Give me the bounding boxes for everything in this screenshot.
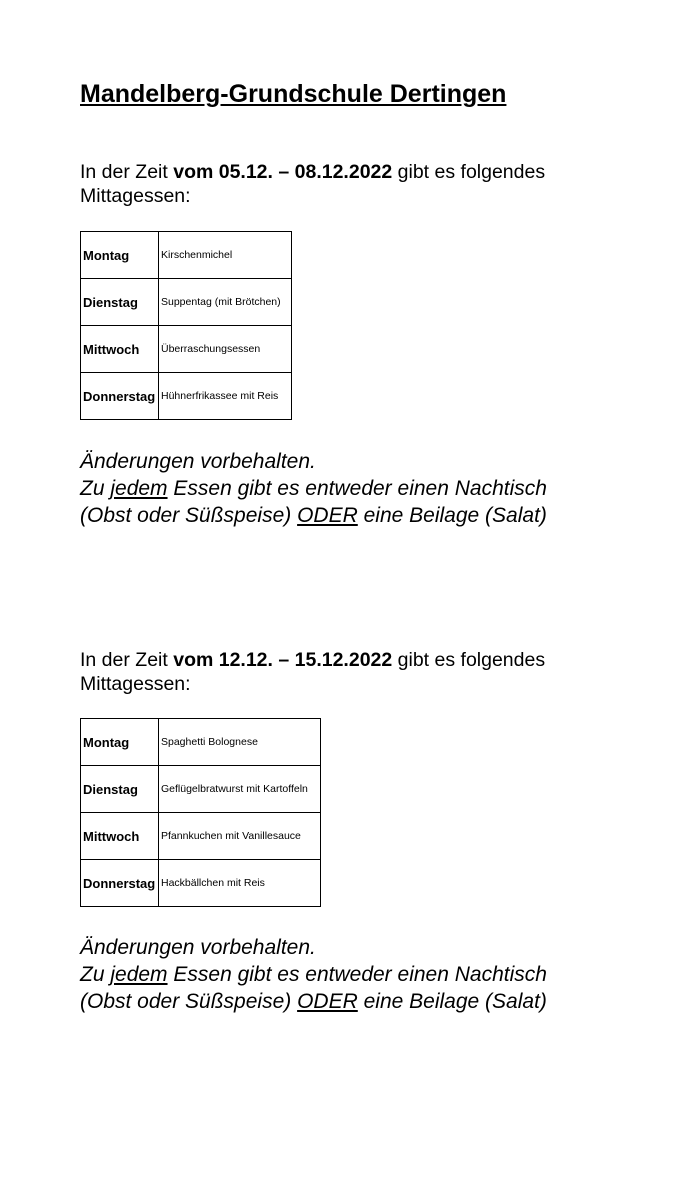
table-row [81, 232, 292, 279]
note-text: (Obst oder Süßspeise) [80, 504, 298, 527]
dish-cell: Geflügelbratwurst mit Kartoffeln [159, 766, 321, 813]
table-row [81, 860, 321, 907]
dish-cell: Pfannkuchen mit Vanillesauce [159, 813, 321, 860]
note-text: Essen gibt es entweder einen Nachtisch [167, 477, 547, 500]
week-2-note [80, 934, 640, 1015]
intro-date-range: vom 05.12. – 08.12.2022 [173, 161, 393, 183]
note-emphasis: ODER [297, 990, 358, 1013]
note-line-1: Änderungen vorbehalten. [80, 936, 316, 959]
note-line-1: Änderungen vorbehalten. [80, 450, 316, 473]
note-text: Zu [80, 963, 111, 986]
table-row [81, 766, 321, 813]
table-row [81, 719, 321, 766]
week-2-intro [80, 648, 620, 696]
dish-cell: Suppentag (mit Brötchen) [159, 279, 292, 326]
note-line-3 [80, 502, 640, 529]
note-line-3 [80, 988, 640, 1015]
table-row [81, 813, 321, 860]
week-1-menu-table [80, 231, 292, 420]
table-row [81, 326, 292, 373]
intro-suffix: gibt es folgendes Mittagessen: [80, 161, 546, 207]
week-2-menu-table [80, 718, 321, 907]
week-1-note [80, 448, 640, 529]
day-cell: Montag [81, 232, 159, 279]
note-emphasis: jedem [110, 963, 168, 986]
dish-cell: Überraschungsessen [159, 326, 292, 373]
note-text: eine Beilage (Salat) [357, 504, 547, 527]
note-text: Zu [80, 477, 111, 500]
dish-cell: Hackbällchen mit Reis [159, 860, 321, 907]
dish-cell: Kirschenmichel [159, 232, 292, 279]
day-cell: Donnerstag [81, 860, 159, 907]
note-emphasis: jedem [110, 477, 168, 500]
day-cell: Mittwoch [81, 326, 159, 373]
intro-prefix: In der Zeit [80, 161, 174, 183]
note-emphasis: ODER [297, 504, 358, 527]
table-row [81, 279, 292, 326]
intro-date-range: vom 12.12. – 15.12.2022 [173, 649, 393, 671]
dish-cell: Hühnerfrikassee mit Reis [159, 373, 292, 420]
day-cell: Donnerstag [81, 373, 159, 420]
note-text: eine Beilage (Salat) [357, 990, 547, 1013]
intro-prefix: In der Zeit [80, 649, 174, 671]
note-line-2 [80, 961, 640, 988]
dish-cell: Spaghetti Bolognese [159, 719, 321, 766]
day-cell: Dienstag [81, 766, 159, 813]
note-text: Essen gibt es entweder einen Nachtisch [167, 963, 547, 986]
note-line-2 [80, 475, 640, 502]
day-cell: Mittwoch [81, 813, 159, 860]
week-1-intro [80, 160, 620, 208]
day-cell: Dienstag [81, 279, 159, 326]
day-cell: Montag [81, 719, 159, 766]
note-text: (Obst oder Süßspeise) [80, 990, 298, 1013]
page-title: Mandelberg-Grundschule Dertingen [80, 80, 507, 108]
intro-suffix: gibt es folgendes Mittagessen: [80, 649, 546, 695]
table-row [81, 373, 292, 420]
